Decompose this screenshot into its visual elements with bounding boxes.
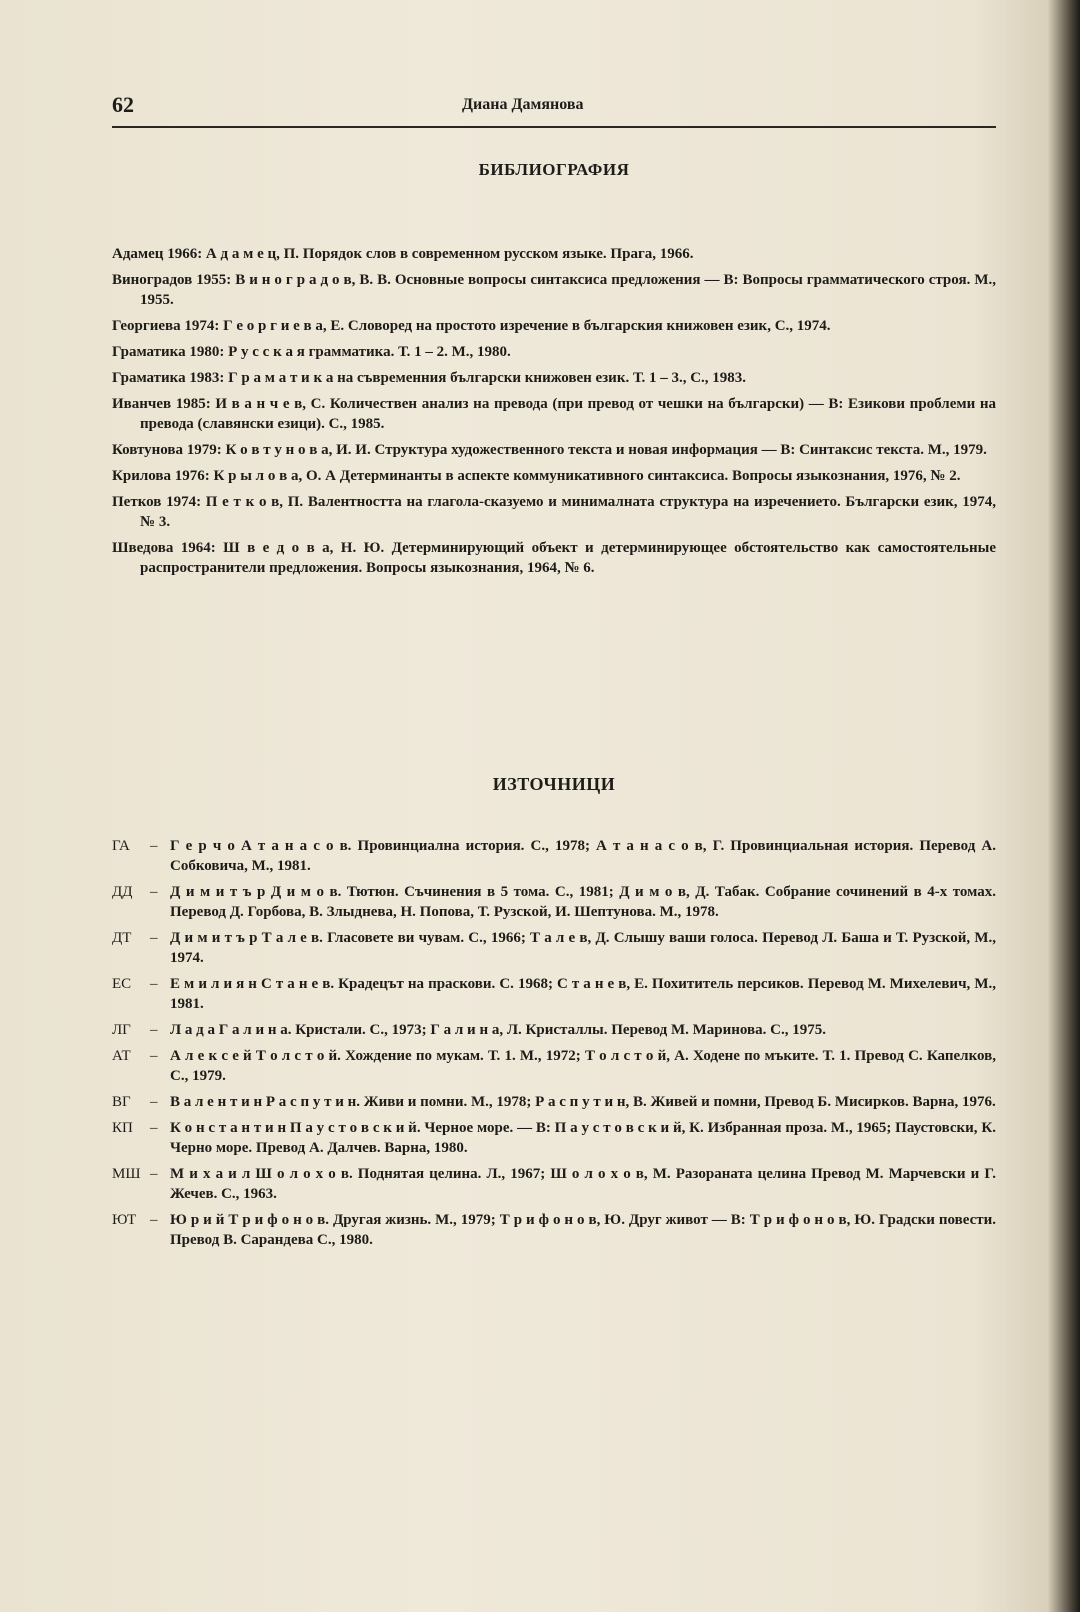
bibliography-entry: Георгиева 1974: Г е о р г и е в а, Е. Словоред на простото изречение в българския книжовен език, С., 1974. xyxy=(112,318,831,334)
source-dash: – xyxy=(150,976,158,992)
source-entry xyxy=(112,1210,996,1250)
source-dash: – xyxy=(150,884,158,900)
bibliography-entry: Адамец 1966: А д а м е ц, П. Порядок слов в современном русском языке. Прага, 1966. xyxy=(112,246,694,262)
source-abbreviation: ВГ xyxy=(112,1094,131,1110)
sources-title: ИЗТОЧНИЦИ xyxy=(492,774,616,794)
source-text: А л е к с е й Т о л с т о й. Хождение по мукам. Т. 1. М., 1972; Т о л с т о й, А. Ходене по мъките. Т. 1. Превод С. Капелков, С., 1979. xyxy=(170,1048,996,1084)
bibliography-list xyxy=(112,244,996,584)
source-dash: – xyxy=(150,1120,158,1136)
source-abbreviation: КП xyxy=(112,1120,133,1136)
source-text: Г е р ч о А т а н а с о в. Провинциална история. С., 1978; А т а н а с о в, Г. Провинциальная история. Перевод А. Собковича, М., 1981. xyxy=(170,838,996,874)
source-abbreviation: ДТ xyxy=(112,930,132,946)
source-text: Ю р и й Т р и ф о н о в. Другая жизнь. М., 1979; Т р и ф о н о в, Ю. Друг живот — В: Т р и ф о н о в, Ю. Градски повести. Превод В. Сарандева С., 1980. xyxy=(170,1212,996,1248)
source-dash: – xyxy=(150,1212,158,1228)
bibliography-entry: Ковтунова 1979: К о в т у н о в а, И. И. Структура художественного текста и новая информация — В: Синтаксис текста. М., 1979. xyxy=(112,442,987,458)
source-entry xyxy=(112,928,996,968)
source-entry xyxy=(112,1092,996,1112)
source-dash: – xyxy=(150,1094,158,1110)
bibliography-entry: Крилова 1976: К р ы л о в а, О. А Детерминанты в аспекте коммуникативного синтаксиса. Вопросы языкознания, 1976, № 2. xyxy=(112,468,961,484)
source-abbreviation: АТ xyxy=(112,1048,131,1064)
bibliography-entry: Петков 1974: П е т к о в, П. Валентността на глагола-сказуемо и минималната структура на изречението. Български език, 1974, № 3. xyxy=(112,494,996,530)
bibliography-entry: Граматика 1980: Р у с с к а я грамматика. Т. 1 – 2. М., 1980. xyxy=(112,344,511,360)
bibliography-title: БИБЛИОГРАФИЯ xyxy=(478,160,630,179)
source-entry xyxy=(112,882,996,922)
source-entry xyxy=(112,1020,996,1040)
source-entry xyxy=(112,1118,996,1158)
bibliography-entry: Иванчев 1985: И в а н ч е в, С. Количествен анализ на превода (при превод от чешки на български) — В: Езикови проблеми на превода (славянски езици). С., 1985. xyxy=(112,396,996,432)
source-text: В а л е н т и н Р а с п у т и н. Живи и помни. М., 1978; Р а с п у т и н, В. Живей и помни, Превод Б. Мисирков. Варна, 1976. xyxy=(170,1094,996,1110)
bibliography-entry: Шведова 1964: Ш в е д о в а, Н. Ю. Детерминирующий объект и детерминирующее обстоятельство как самостоятельные распространители предложения. Вопросы языкознания, 1964, № 6. xyxy=(112,540,996,576)
page-header xyxy=(112,92,996,126)
bibliography-entry: Виноградов 1955: В и н о г р а д о в, В. В. Основные вопросы синтаксиса предложения — В: Вопросы грамматического строя. М., 1955. xyxy=(112,272,996,308)
source-dash: – xyxy=(150,930,158,946)
source-text: Д и м и т ъ р Т а л е в. Гласовете ви чувам. С., 1966; Т а л е в, Д. Слышу ваши голоса. Перевод Л. Баша и Т. Рузской, М., 1974. xyxy=(170,930,996,966)
source-entry xyxy=(112,836,996,876)
bibliography-entry: Граматика 1983: Г р а м а т и к а на съвременния български книжовен език. Т. 1 – 3., С., 1983. xyxy=(112,370,747,386)
source-abbreviation: ЛГ xyxy=(112,1022,131,1038)
source-text: К о н с т а н т и н П а у с т о в с к и й. Черное море. — В: П а у с т о в с к и й, К. Избранная проза. М., 1965; Паустовски, К. Черно море. Превод А. Далчев. Варна, 1980. xyxy=(170,1120,996,1156)
source-entry xyxy=(112,1164,996,1204)
source-abbreviation: МШ xyxy=(112,1166,141,1182)
source-abbreviation: ЮТ xyxy=(112,1212,137,1228)
source-entry xyxy=(112,974,996,1014)
source-text: М и х а и л Ш о л о х о в. Поднятая целина. Л., 1967; Ш о л о х о в, М. Разораната целина Превод М. Марчевски и Г. Жечев. С., 1963. xyxy=(170,1166,996,1202)
source-text: Л а д а Г а л и н а. Кристали. С., 1973; Г а л и н а, Л. Кристаллы. Перевод М. Маринова. С., 1975. xyxy=(170,1022,826,1038)
source-abbreviation: ЕС xyxy=(112,976,132,992)
header-rule xyxy=(112,126,996,128)
source-dash: – xyxy=(150,1166,158,1182)
source-abbreviation: ДД xyxy=(112,884,133,900)
source-dash: – xyxy=(150,1048,158,1064)
source-text: Е м и л и я н С т а н е в. Крадецът на праскови. С. 1968; С т а н е в, Е. Похититель персиков. Перевод М. Михелевич, М., 1981. xyxy=(170,976,996,1012)
source-entry xyxy=(112,1046,996,1086)
page-number: 62 xyxy=(112,92,134,117)
sources-list xyxy=(112,836,996,1256)
source-text: Д и м и т ъ р Д и м о в. Тютюн. Съчинения в 5 тома. С., 1981; Д и м о в, Д. Табак. Собрание сочинений в 4-х томах. Перевод Д. Горбова, В. Злыднева, Н. Попова, Т. Рузской, И. Шептунова. М., 1978. xyxy=(170,884,996,920)
source-dash: – xyxy=(150,1022,158,1038)
source-dash: – xyxy=(150,838,158,854)
running-head: Диана Дамянова xyxy=(462,96,584,113)
source-abbreviation: ГА xyxy=(112,838,130,854)
